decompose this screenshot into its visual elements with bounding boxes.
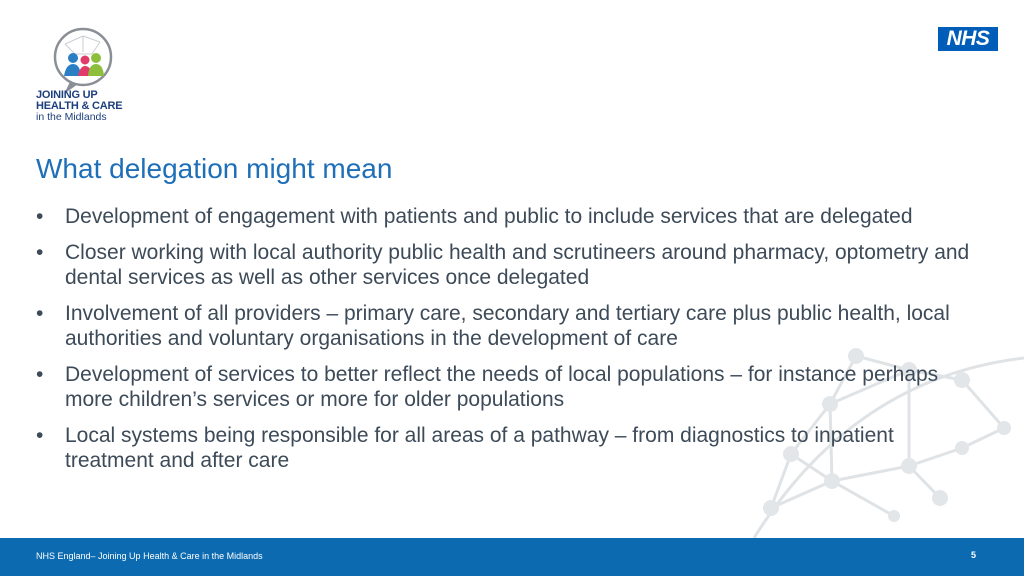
list-item [36, 240, 976, 290]
logo-line-3: in the Midlands [36, 111, 107, 123]
bullet-dot: • [36, 205, 44, 228]
bullet-dot: • [36, 424, 44, 447]
logo-text [36, 90, 136, 123]
nhs-logo: NHS [938, 27, 998, 51]
list-item-text: Involvement of all providers – primary care, secondary and tertiary care plus public health, local authorities and voluntary organisations in the development of care [65, 302, 950, 350]
list-item [36, 301, 976, 351]
footer-bar [0, 538, 1024, 576]
list-item [36, 204, 976, 229]
bullet-dot: • [36, 241, 44, 264]
list-item-text: Development of engagement with patients and public to include services that are delegated [65, 205, 913, 228]
page-title: What delegation might mean [36, 153, 393, 184]
list-item [36, 362, 976, 412]
bullet-dot: • [36, 302, 44, 325]
list-item-text: Development of services to better reflect the needs of local populations – for instance perhaps more children’s services or more for older populations [65, 363, 939, 411]
footer-text: NHS England– Joining Up Health & Care in the Midlands [36, 551, 263, 561]
bullet-dot: • [36, 363, 44, 386]
list-item-text: Closer working with local authority public health and scrutineers around pharmacy, optometry and dental services as well as other services once delegated [65, 241, 970, 289]
list-item-text: Local systems being responsible for all areas of a pathway – from diagnostics to inpatient treatment and after care [65, 424, 894, 472]
page-number: 5 [970, 550, 976, 560]
bullet-list [36, 204, 976, 484]
logo-line-2: HEALTH & CARE [36, 100, 123, 112]
logo-line-1: JOINING UP [36, 89, 98, 101]
list-item [36, 423, 976, 473]
